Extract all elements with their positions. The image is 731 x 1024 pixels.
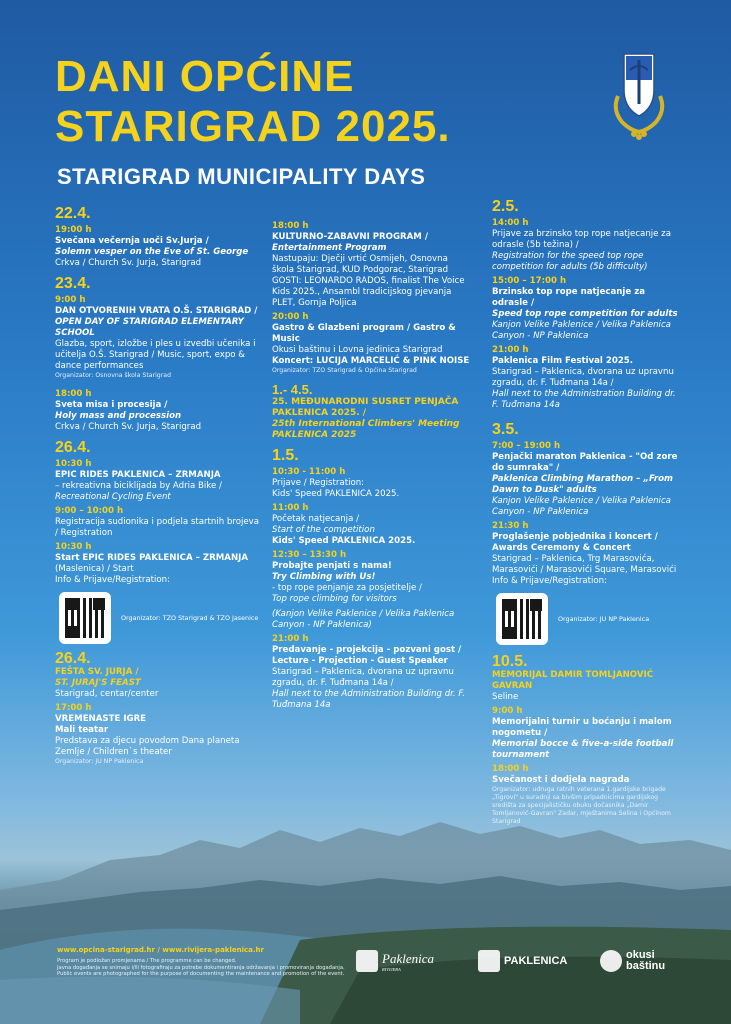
event-title-en: 25th International Climbers' Meeting PAKLENICA 2025: [272, 419, 460, 440]
event-title: DAN OTVORENIH VRATA O.Š. STARIGRAD /: [55, 306, 258, 316]
event-title: Predavanje - projekcija - pozvani gost / Lecture - Projection - Guest Speaker: [272, 645, 462, 666]
logo-label: PAKLENICA: [504, 955, 568, 967]
footer-links[interactable]: www.opcina-starigrad.hr / www.rivijera-paklenica.hr: [57, 946, 264, 954]
poster-subtitle: STARIGRAD MUNICIPALITY DAYS: [57, 164, 426, 189]
event-title: KULTURNO-ZABAVNI PROGRAM /: [272, 232, 428, 242]
event-date: 10.5.: [492, 653, 528, 670]
event-description: Prijave za brzinsko top rope natjecanje za odrasle (5b težina) /: [492, 229, 671, 250]
event-place: Kanjon Velike Paklenice / Velika Paklenica Canyon - NP Paklenica: [492, 496, 671, 517]
event-title-en: Solemn vesper on the Eve of St. George: [55, 247, 249, 257]
event-description: Početak natjecanja /: [272, 514, 359, 524]
event-info: Info & Prijave/Registration:: [492, 576, 608, 586]
event-description: Nastupaju: Dječji vrtić Osmijeh, Osnovna škola Starigrad, KUD Podgorac, Starigrad GOSTI: LEONARDO RADOS, finalist The Voice Kids 2025., Ansambl tradicijskog pjevanja PLET, Gornja Poljica: [272, 254, 465, 308]
event-description: Predstava za djecu povodom Dana planeta Zemlje / Children`s theater: [55, 736, 240, 757]
event-title: Sveta misa i procesija /: [55, 400, 168, 410]
logo-text: [382, 951, 434, 972]
event-title-en: Try Climbing with Us!: [272, 572, 376, 582]
event-title: Brzinsko top rope natjecanje za odrasle /: [492, 287, 645, 308]
logo-label: okusi: [626, 949, 655, 961]
column-middle: [272, 218, 472, 711]
event-description: - top rope penjanje za posjetitelje /: [272, 583, 422, 593]
event-date: 1.5.: [272, 447, 299, 464]
event-time: 15:00 – 17:00 h: [492, 276, 567, 286]
event-time: 21:30 h: [492, 521, 529, 531]
poster-title: [55, 52, 451, 152]
event-description-en: Hall next to the Administration Building dr. F. Tuđmana 14a: [272, 689, 465, 710]
event-description: Starigrad – Paklenica, dvorana uz upravnu zgradu, dr. F. Tuđmana 14a /: [492, 367, 674, 388]
event-time: 9:00 h: [492, 706, 523, 716]
event-title-en: Paklenica Climbing Marathon – „From Dawn to Dusk" adults: [492, 474, 673, 495]
event-description: Registracija sudionika i podjela startnih brojeva / Registration: [55, 517, 260, 538]
event-description: Okusi baštinu i Lovna jedinica Starigrad: [272, 345, 443, 355]
column-right: [492, 198, 682, 826]
column-left: [55, 205, 260, 766]
footer-note: [57, 958, 347, 978]
event-place: Kanjon Velike Paklenice / Velika Paklenica Canyon - NP Paklenica: [492, 320, 671, 341]
event-description-en: Registration for the speed top rope competition for adults (5b difficulty): [492, 251, 648, 272]
logo-label: baštinu: [626, 960, 666, 972]
event-date: 1.- 4.5.: [272, 382, 313, 397]
event-time: 10:30 h: [55, 459, 92, 469]
event-date: 26.4.: [55, 650, 91, 667]
event-title-en: Memorial bocce & five-a-side football tournament: [492, 739, 674, 760]
event-date: 26.4.: [55, 439, 91, 456]
riviera-logo-icon: [356, 950, 378, 972]
event-title: Penjački maraton Paklenica - "Od zore do sumraka" /: [492, 452, 678, 473]
logo-label: Paklenica: [382, 950, 434, 966]
footer-note-line: Javna događanja se snimaju i/ili fotografiraju za potrebe dokumentiranja održavanja i promoviranja događanja.: [57, 964, 345, 971]
event-time: 14:00 h: [492, 218, 529, 228]
logo-paklenica-riviera: [356, 950, 434, 972]
event-title-en: Entertainment Program: [272, 243, 387, 253]
event-time: 11:00 h: [272, 503, 309, 513]
event-description: Kids' Speed PAKLENICA 2025.: [272, 489, 400, 499]
event-time: 10:30 - 11:00 h: [272, 467, 346, 477]
event-title: Probajte penjati s nama!: [272, 561, 392, 571]
event-title: Svečanost i dodjela nagrada: [492, 775, 630, 785]
event-title-en: Speed top rope competition for adults: [492, 309, 678, 319]
event-organizer: Organizator: TZO Starigrad & Općina Starigrad: [272, 367, 417, 374]
event-place: Crkva / Church Sv. Jurja, Starigrad: [55, 258, 202, 268]
event-title: Kids' Speed PAKLENICA 2025.: [272, 536, 416, 546]
event-time: 21:00 h: [272, 634, 309, 644]
logo-text: [626, 950, 665, 972]
okusi-bastinu-logo-icon: [600, 950, 622, 972]
event-date: 23.4.: [55, 275, 91, 292]
event-organizer: Organizator: udruga ratnih veterana 1.gardijske brigade „Tigrovi" u suradnji sa bivšim pripadnicima gardijskog središta za specijalističku obuku dočasnika „Damir Tomljanović-Gavran" Zadar, mještanima Selina i Općinom Starigrad: [492, 786, 671, 825]
logo-sublabel: RIVIJERA: [382, 966, 401, 972]
event-description: Prijave / Registration:: [272, 478, 365, 488]
event-time: 9:00 h: [55, 295, 86, 305]
event-title-en: OPEN DAY OF STARIGRAD ELEMENTARY SCHOOL: [55, 317, 244, 338]
event-title: Memorijalni turnir u boćanju i malom nogometu /: [492, 717, 672, 738]
event-title-en: ST. JURAJ'S FEAST: [55, 678, 141, 688]
event-time: 19:00 h: [55, 225, 92, 235]
event-organizer: Organizator: JU NP Paklenica: [558, 614, 650, 623]
event-title: 25. MEĐUNARODNI SUSRET PENJAČA PAKLENICA 2025. /: [272, 397, 459, 418]
event-title: MEMORIJAL DAMIR TOMLJANOVIĆ GAVRAN: [492, 670, 654, 691]
event-time: 20:00 h: [272, 312, 309, 322]
event-title-en: Holy mass and procession: [55, 411, 182, 421]
landscape-photo: [0, 800, 731, 1024]
event-title: VREMENASTE IGRE: [55, 714, 147, 724]
event-organizer: Organizator: TZO Starigrad & TZO Jasenice: [121, 613, 259, 622]
title-line-2: STARIGRAD 2025.: [55, 102, 451, 151]
event-organizer: Organizator: JU NP Paklenica: [55, 758, 144, 765]
title-line-1: DANI OPĆINE: [55, 52, 355, 101]
event-subtitle: Mali teatar: [55, 725, 109, 735]
event-title: Svečana večernja uoči Sv.Jurja /: [55, 236, 209, 246]
event-time: 18:00 h: [492, 764, 529, 774]
national-park-logo-icon: [478, 950, 500, 972]
footer-note-line: Public events are photographed for the purpose of documenting the maintenance and promotion of the event.: [57, 971, 345, 978]
event-description: Starigrad – Paklenica, dvorana uz upravnu zgradu, dr. F. Tuđmana 14a /: [272, 667, 454, 688]
event-description-en: Recreational Cycling Event: [55, 492, 171, 502]
event-time: 10:30 h: [55, 542, 92, 552]
footer-note-line: Program je podložan promjenama / The programme can be changed.: [57, 958, 237, 964]
event-description: Starigrad – Paklenica, Trg Marasovića, Marasovići / Marasovići Square, Marasovići: [492, 554, 677, 575]
event-title: Proglašenje pobjednika i koncert / Awards Ceremony & Concert: [492, 532, 658, 553]
event-date: 3.5.: [492, 421, 519, 438]
event-time: 17:00 h: [55, 703, 92, 713]
event-description-en: Hall next to the Administration Building dr. F. Tuđmana 14a: [492, 389, 676, 410]
event-info: Info & Prijave/Registration:: [55, 575, 171, 585]
event-title: FEŠTA SV. JURJA /: [55, 667, 139, 677]
event-time: 12:30 – 13:30 h: [272, 550, 347, 560]
event-time: 18:00 h: [55, 389, 92, 399]
event-time: 21:00 h: [492, 345, 529, 355]
event-title: Paklenica Film Festival 2025.: [492, 356, 634, 366]
event-place: Crkva / Church Sv. Jurja, Starigrad: [55, 422, 202, 432]
event-place: (Kanjon Velike Paklenice / Velika Paklenica Canyon - NP Paklenica): [272, 609, 455, 630]
coat-of-arms-icon: [608, 50, 670, 142]
event-title: Start EPIC RIDES PAKLENICA – ZRMANJA: [55, 553, 248, 563]
event-date: 2.5.: [492, 198, 519, 215]
event-organizer: Organizator: Osnovna škola Starigrad: [55, 372, 171, 379]
event-time: 9:00 – 10:00 h: [55, 506, 124, 516]
logo-np-paklenica: [478, 950, 567, 972]
event-time: 7:00 – 19:00 h: [492, 441, 561, 451]
event-description-en: Start of the competition: [272, 525, 375, 535]
event-title: EPIC RIDES PAKLENICA – ZRMANJA: [55, 470, 221, 480]
event-description-en: Top rope climbing for visitors: [272, 594, 397, 604]
event-title: Gastro & Glazbeni program / Gastro & Music: [272, 323, 456, 344]
event-description: – rekreativna biciklijada by Adria Bike /: [55, 481, 222, 491]
event-description: Glazba, sport, izložbe i ples u izvedbi učenika i učitelja O.Š. Starigrad / Music, sport, expo & dance performances: [55, 339, 256, 371]
event-concert: Koncert: LUCIJA MARCELIĆ & PINK NOISE: [272, 356, 470, 366]
event-time: 18:00 h: [272, 221, 309, 231]
event-description: (Maslenica) / Start: [55, 564, 134, 574]
qr-code-icon[interactable]: [59, 592, 111, 644]
event-date: 22.4.: [55, 205, 91, 222]
logo-okusi-bastinu: [600, 950, 665, 972]
event-place: Starigrad, centar/center: [55, 689, 159, 699]
event-place: Seline: [492, 692, 519, 702]
qr-code-icon[interactable]: [496, 593, 548, 645]
